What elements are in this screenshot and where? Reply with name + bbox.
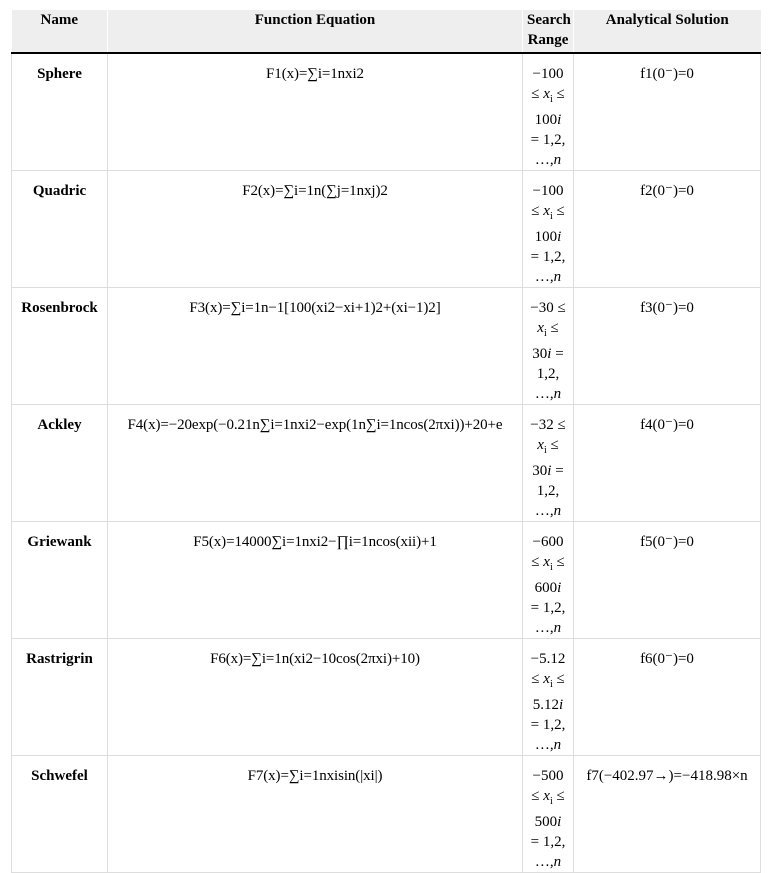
function-name: Schwefel [12,756,108,873]
search-range [523,639,574,756]
table-row [12,522,761,639]
range-line: 30i = [532,346,564,362]
function-equation: F2(x)=∑i=1n(∑j=1nxj)2 [108,171,523,288]
range-line: −100 [532,66,564,82]
range-line: = 1,2, [530,600,566,616]
range-line: 1,2, [536,483,560,499]
function-name: Quadric [12,171,108,288]
range-line: −5.12 [530,651,566,667]
range-line: −600 [532,534,564,550]
function-name: Griewank [12,522,108,639]
table-row [12,288,761,405]
range-line: …,n [534,503,562,519]
range-line: …,n [534,620,562,636]
search-range [523,405,574,522]
header-name: Name [12,10,108,53]
range-line: = 1,2, [530,132,566,148]
range-line: 500i [534,814,562,830]
analytical-solution: f7(−402.97→)=−418.98×n [574,756,761,873]
range-line: 100i [534,229,562,245]
range-line: ≤ $x_i$ ≤ [531,203,565,222]
table-row [12,756,761,873]
header-range: Search Range [523,10,574,53]
analytical-solution: f4(0⁻)=0 [574,405,761,522]
table-row [12,171,761,288]
range-line: ≤ $x_i$ ≤ [531,86,565,105]
range-line: = 1,2, [530,834,566,850]
function-equation: F3(x)=∑i=1n−1[100(xi2−xi+1)2+(xi−1)2] [108,288,523,405]
range-line: −30 ≤ [530,300,566,316]
analytical-solution: f3(0⁻)=0 [574,288,761,405]
range-line: 600i [534,580,562,596]
range-line: …,n [534,854,562,870]
search-range [523,756,574,873]
search-range [523,288,574,405]
range-line: $x_i$ ≤ [537,437,559,456]
range-line: …,n [534,737,562,753]
function-name: Rastrigrin [12,639,108,756]
function-name: Ackley [12,405,108,522]
range-line: ≤ $x_i$ ≤ [531,671,565,690]
function-equation: F6(x)=∑i=1n(xi2−10cos(2πxi)+10) [108,639,523,756]
range-line: = 1,2, [530,249,566,265]
range-line: −500 [532,768,564,784]
header-solution: Analytical Solution [574,10,761,53]
range-line: 1,2, [536,366,560,382]
table-row [12,639,761,756]
table-row [12,405,761,522]
function-equation: F5(x)=14000∑i=1nxi2−∏i=1ncos(xii)+1 [108,522,523,639]
range-line: $x_i$ ≤ [537,320,559,339]
range-line: 100i [534,112,562,128]
function-name: Rosenbrock [12,288,108,405]
function-name: Sphere [12,53,108,171]
search-range [523,53,574,171]
range-line: −32 ≤ [530,417,566,433]
range-line: 5.12i [532,697,564,713]
range-line: −100 [532,183,564,199]
header-equation: Function Equation [108,10,523,53]
range-line: = 1,2, [530,717,566,733]
range-line: …,n [534,152,562,168]
range-line: …,n [534,269,562,285]
header-row [12,10,761,53]
search-range [523,522,574,639]
analytical-solution: f1(0⁻)=0 [574,53,761,171]
function-equation: F7(x)=∑i=1nxisin(|xi|) [108,756,523,873]
table-row [12,53,761,171]
analytical-solution: f2(0⁻)=0 [574,171,761,288]
range-line: 30i = [532,463,564,479]
search-range [523,171,574,288]
function-equation: F4(x)=−20exp(−0.21n∑i=1nxi2−exp(1n∑i=1ncos(2πxi))+20+e [108,405,523,522]
range-line: …,n [534,386,562,402]
analytical-solution: f6(0⁻)=0 [574,639,761,756]
analytical-solution: f5(0⁻)=0 [574,522,761,639]
function-equation: F1(x)=∑i=1nxi2 [108,53,523,171]
range-line: ≤ $x_i$ ≤ [531,788,565,807]
range-line: ≤ $x_i$ ≤ [531,554,565,573]
benchmark-functions-table [11,10,761,873]
